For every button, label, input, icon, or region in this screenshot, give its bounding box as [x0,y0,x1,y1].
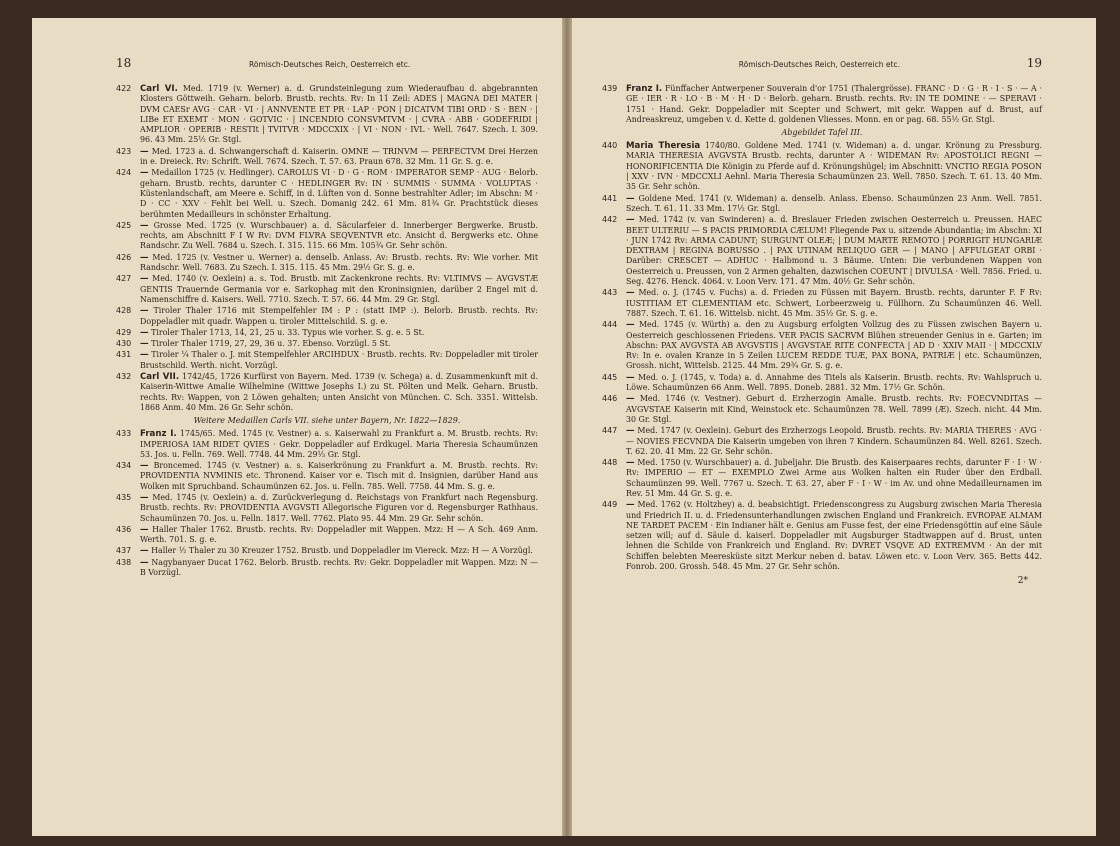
entry-ruler: — [626,426,635,437]
catalog-entry [116,546,538,556]
entry-number: 448 [602,458,618,468]
catalog-entry [116,350,538,371]
left-entries-b [116,429,538,578]
entry-ruler: Franz I. [140,429,177,440]
entry-number: 422 [116,84,132,93]
entry-description: Goldene Med. 1741 (v. Wideman) a. denselb. Anlass. Ebenso. Schaumünzen 23 Anm. Well. 7851. Szech. T. 61. 11. 33 Mm. 17½ Gr. Stgl. [626,193,1042,213]
catalog-entry [116,274,538,305]
catalog-entry [602,141,1042,192]
entry-description: 1745/65. Med. 1745 (v. Vestner) a. s. Kaiserwahl zu Frankfurt a. M. Brustb. rechts. Rv: IMPERIOSA IAM RIDET QVIES · Gekr. Doppeladler auf Erdkugel. Maria Theresia Schaumünzen 53. Jos. u. Felln. 769. Well. 7748. 44 Mm. 29⅓ Gr. Stgl. [140,429,538,459]
entry-number: 428 [116,306,132,316]
entry-number: 440 [602,141,618,151]
entry-number: 434 [116,461,132,471]
entry-number: 438 [116,557,132,567]
entry-description: Grosse Med. 1725 (v. Wurschbauer) a. d. Säcularfeier d. Innerberger Bergwerke. Brustb. rechts, am Abschnitt F I W Rv: DVM FLVRA SEQVENTVR etc. Ansicht d. Bergwerks etc. Ohne Randschr. Zu Well. 7684 u. Szech. I. 315. 115. 66 Mm. 105¾ Gr. Sehr schön. [140,220,538,251]
entry-description: Med. 1725 (v. Vestner u. Werner) a. denselb. Anlass. Av: Brustb. rechts. Rv: Wie vorher. Mit Randschr. Well. 7683. Zu Szech. I. 315. 115. 45 Mm. 29½ Gr. S. g. e. [140,252,538,273]
catalog-entry [602,215,1042,287]
entry-number: 431 [116,350,132,360]
entry-ruler: — [626,320,635,331]
entry-ruler: — [626,288,635,299]
entry-ruler: — [140,339,149,350]
entry-ruler: — [140,524,149,535]
left-running-head [116,56,538,70]
catalog-entry [116,339,538,349]
catalog-entry [116,558,538,579]
entry-ruler: Carl VII. [140,372,180,383]
entry-number: 437 [116,546,132,556]
catalog-entry [116,461,538,492]
plate-reference-note: Abgebildet Tafel III. [781,128,863,138]
entry-ruler: Maria Theresia [626,141,701,152]
left-entries-a [116,84,538,413]
entry-number: 449 [602,500,618,510]
catalog-entry [602,373,1042,394]
left-page-number: 18 [116,56,132,70]
right-running-title: Römisch-Deutsches Reich, Oesterreich etc. [738,60,900,69]
entry-ruler: — [140,327,149,338]
catalog-entry [602,194,1042,215]
entry-ruler: — [626,394,635,405]
entry-description: Fünffacher Antwerpener Souverain d'or 1751 (Thalergrösse). FRANC · D · G · R · I · S · — A · GE · IER · R · LO · B · M · H · D · Belorb. geharn. Brustb. rechts. Rv: IN TE DOMINE · — SPERAVI · 1751 · Hand. Gekr. Doppeladler mit Scepter und Schwert, mit gekr. Wappen auf d. Brust, auf Andreaskreuz, umgeben v. d. Kette d. goldenen Vliesses. Monn. en or pag. 68. 55½ Gr. Stgl. [626,84,1042,124]
catalog-entry [116,493,538,524]
entry-description: 1740/80. Goldene Med. 1741 (v. Wideman) a. d. ungar. Krönung zu Pressburg. MARIA THERESIA AVGVSTA Brustb. rechts, darunter A · WIDEMAN Rv: APOSTOLICI REGNI — HONORIFICENTIA Die Königin zu Pferde auf d. Krönungshügel; im Abschnitt: VNCTIO REGIA POSON | XXV · IVN · MDCCXLI Aehnl. Maria Theresia Schaumünzen 23. Well. 7850. Szech. T. 61. 13. 40 Mm. 35 Gr. Sehr schön. [626,141,1043,192]
entry-number: 435 [116,492,132,502]
entry-number: 447 [602,426,618,436]
entry-ruler: — [140,146,149,157]
entry-ruler: — [626,215,635,226]
entry-ruler: — [626,193,635,204]
catalog-entry [116,306,538,327]
entry-ruler: — [140,492,149,503]
entry-number: 423 [116,146,132,156]
entry-number: 439 [602,84,618,93]
entry-ruler: — [140,557,149,568]
entry-description: Med. 1750 (v. Wurschbauer) a. d. Jubeljahr. Die Brustb. des Kaiserpaares rechts, darunter F · I · W · Rv: IMPERIO — ET — EXEMPLO Zwei Arme aus Wolken halten ein Ruder über den Erdball. Schaumünzen 99. Well. 7767 u. Szech. T. 63. 27, aber F · I · W · im Av. und ohne Medailleurnamen im Rev. 51 Mm. 44 Gr. S. g. e. [626,458,1042,498]
catalog-entry [602,500,1042,572]
entry-number: 444 [602,320,618,330]
catalog-entry [602,426,1042,457]
catalog-entry [602,288,1042,319]
catalog-entry [116,221,538,252]
entry-description: Nagybanyaer Ducat 1762. Belorb. Brustb. rechts. Rv: Gekr. Doppeladler mit Wappen. Mzz: N — B Vorzügl. [140,557,539,578]
entry-number: 424 [116,168,132,178]
catalog-entry [602,394,1042,425]
entry-ruler: — [140,461,149,472]
catalog-entry [116,328,538,338]
entry-ruler: — [626,500,635,511]
entry-description: Medaillon 1725 (v. Hedlinger). CAROLUS VI · D · G · ROM · IMPERATOR SEMP · AUG · Belorb. geharn. Brustb. rechts, darunter C · HEDLINGER Rv: IN · SUMMIS · SUMMA · VOLUPTAS · Küstenlandschaft, am Meere e. Schiff, in d. Lüften von d. Sonne bestrahlter Adler; im Abschn: M · D · CC · XXV · Fehlt bei Well. u. Szech. Domanig 242. 61 Mm. 81¾ Gr. Prachtstück dieses berühmten Medailleurs in schönster Erhaltung. [140,168,538,219]
right-page-number: 19 [1026,56,1042,70]
right-running-head [602,56,1042,70]
entry-description: Med. o. J. (1745, v. Toda) a. d. Annahme des Titels als Kaiserin. Brustb. rechts. Rv: Wahlspruch u. Löwe. Schaumünzen 66 Anm. Well. 7895. Doneb. 2881. 32 Mm. 17½ Gr. Schön. [626,372,1043,393]
entry-number: 430 [116,339,132,349]
entry-description: Tiroler Thaler 1716 mit Stempelfehler IM : P : (statt IMP :). Belorb. Brustb. rechts. Rv: Doppeladler mit quadr. Wappen u. tiroler Mittelschild. S. g. e. [140,306,538,326]
entry-description: Med. 1746 (v. Vestner). Geburt d. Erzherzogin Amalie. Brustb. rechts. Rv: FOECVNDITAS — AVGVSTAE Kaiserin mit Kind, Weinstock etc. Schaumünzen 78. Well. 7899 (Æ). Szech. nicht. 44 Mm. 30 Gr. Stgl. [626,394,1042,424]
entry-description: Med. 1745 (v. Oexlein) a. d. Zurückverlegung d. Reichstags von Frankfurt nach Regensburg. Brustb. rechts. Rv: PROVIDENTIA AVGVSTI Allegorische Figuren vor d. Regensburger Rathhaus. Schaumünzen 70. Jos. u. Felln. 1817. Well. 7762. Plato 95. 44 Mm. 29 Gr. Sehr schön. [140,492,539,523]
entry-description: Tiroler Thaler 1719, 27, 29, 36 u. 37. Ebenso. Vorzügl. 5 St. [151,339,391,349]
right-entries-a [602,84,1042,125]
entry-description: Med. 1762 (v. Holtzhey) a. d. beabsichtigt. Friedenscongress zu Augsburg zwischen Maria Theresia und Friedrich II. u. d. Friedensunterhandlungen zwischen England und Frankreich. EVROPAE ALMAM NE TARDET PACEM · Ein Indianer hält e. Genius am Fusse fest, der eine Friedensgöttin auf eine Säule setzen will; auf d. Säule d. kaiserl. Doppeladler mit Augsburger Stadtwappen auf d. Brust, unten lehnen die Schilde von Frankreich und England. Rv: DVRET VSQVE AD EXTREMVM · An der mit Schiffen belebten Meeresküste sitzt Merkur neben d. batav. Löwen etc. v. Loon Verv. 365. Betts 442. Fonrob. 200. Grossh. 548. 45 Mm. 27 Gr. Sehr schön. [626,500,1042,572]
entry-ruler: — [140,220,149,231]
entry-number: 436 [116,524,132,534]
entry-ruler: — [140,252,149,263]
entry-number: 427 [116,274,132,284]
entry-number: 429 [116,327,132,337]
entry-number: 426 [116,252,132,262]
entry-description: Haller Thaler 1762. Brustb. rechts. Rv: Doppeladler mit Wappen. Mzz: H — A Sch. 469 Anm. Werth. 701. S. g. e. [140,524,538,545]
entry-number: 441 [602,193,618,203]
entry-ruler: — [140,546,149,557]
entry-description: Med. 1740 (v. Oexlein) a. s. Tod. Brustb. mit Zackenkrone rechts. Rv: VLTIMVS — AVGVSTÆ GENTIS Trauernde Germania vor e. Sarkophag mit den Kroninsignien, darüber 2 Engel mit d. Namenschiffre d. Kaisers. Well. 7710. Szech. T. 57. 66. 44 Mm. 29 Gr. Stgl. [140,274,538,304]
entry-ruler: — [140,306,149,317]
entry-description: Med. 1723 a. d. Schwangerschaft d. Kaiserin. OMNE — TRINVM — PERFECTVM Drei Herzen in e. Dreieck. Rv: Schrift. Well. 7674. Szech. T. 57. 63. Praun 678. 32 Mm. 11 Gr. S. g. e. [140,146,538,167]
entry-description: Med. 1742 (v. van Swinderen) a. d. Breslauer Frieden zwischen Oesterreich u. Preussen. HAEC BEET ULTERIU — S PACIS PRIMORDIA CÆLUM! Fliegende Pax u. sitzende Abundantia; im Abschn: XI · JUN 1742 Rv: ARMA CADUNT; SURGUNT OLEÆ; | DUM MARTE REMOTO | PORRIGIT HUNGARIÆ DEXTRAM | REGINA BORUSSO . | PAX UTINAM RELIQUO GER — | MANO | AFFULGEAT ORBI · Darüber: CRESCET — ADHUC · Halbmond u. 3 Bäume. Unten: Die verbundenen Wappen von Oesterreich u. Preussen, von 2 Armen gehalten, dazwischen COEUNT | DIVULSA · Well. 7856. Fried. u. Seg. 4276. Henck. 4064. v. Loon Verv. 171. 47 Mm. 40½ Gr. Sehr schön. [626,215,1043,287]
catalog-entry [602,84,1042,125]
entry-description: Med. o. J. (1745 v. Fuchs) a. d. Frieden zu Füssen mit Bayern. Brustb. rechts, darunter F. F Rv: IUSTITIAM ET CLEMENTIAM etc. Schwert, Lorbeerzweig u. Füllhorn. Zu Schaumünzen 46. Well. 7887. Szech. T. 61. 16. Wittelsb. nicht. 45 Mm. 35½ Gr. S. g. e. [626,288,1042,318]
catalog-entry [116,253,538,274]
entry-ruler: Franz I. [626,84,663,94]
right-page [572,18,1096,836]
catalog-entry [116,525,538,546]
entry-description: Med. 1747 (v. Oexlein). Geburt des Erzherzogs Leopold. Brustb. rechts. Rv: MARIA THERES · AVG · — NOVIES FECVNDA Die Kaiserin umgeben von ihren 7 Kindern. Schaumünzen 84. Well. 8261. Szech. T. 62. 20. 41 Mm. 22 Gr. Sehr schön. [626,426,1042,456]
entry-description: Med. 1745 (v. Würth) a. den zu Augsburg erfolgten Vollzug des zu Füssen zwischen Bayern u. Oesterreich geschlossenen Friedens. VER PACIS SACRVM Blühen streuender Genius in e. Garten; im Abschn: PAX AVGVSTA AB AVGVSTIS | AVGVSTAE RITE CONFECTA | AD D · XXIV MAII · | MDCCXLV Rv: In e. ovalen Kranze in 5 Zeilen LUCEM REDDE TUÆ, PAX BONA, PATRIÆ | etc. Schaumünzen, Grossh. nicht, Wittelsb. 2125. 44 Mm. 29¾ Gr. S. g. e. [626,320,1042,371]
book-gutter [562,18,572,836]
entry-number: 443 [602,288,618,298]
catalog-entry [602,320,1042,371]
entry-number: 432 [116,372,132,382]
entry-number: 445 [602,372,618,382]
catalog-entry [602,458,1042,499]
entry-description: Med. 1719 (v. Werner) a. d. Grundsteinlegung zum Wiederaufbau d. abgebrannten Klosters Göttweih. Geharn. belorb. Brustb. rechts. Rv: In 11 Zeil: ADES | MAGNA DEI MATER | DVM CAESr AVG · CAR · VI · | ANNVENTE ET PR · LAP · PON | DICATVM TIBI ORD · S · BEN · | LIBe ET EXEMT · MON · GOTVIC · | INCENDIO CONSVMTVM · | CVRA · ABB · GODEFRIDI | AMPLIOR · OPERIB · RESTIt | TVITVR · MDCCXIX · | VI · NON · IVL · Well. 7647. Szech. I. 309. 96. 43 Mm. 25½ Gr. Stgl. [140,84,538,145]
entry-description: 1742/45, 1726 Kurfürst von Bayern. Med. 1739 (v. Schega) a. d. Zusammenkunft mit d. Kaiserin-Wittwe Amalie Wilhelmine (Wittwe Josephs I.) zu St. Pölten und Melk. Geharn. Brustb. rechts. Rv: Wappen, von 2 Löwen gehalten; unten Ansicht von München. C. Sch. 3351. Wittelsb. 1868 Anm. 40 Mm. 26 Gr. Sehr schön. [140,372,538,412]
entry-description: Haller ½ Thaler zu 30 Kreuzer 1752. Brustb. und Doppeladler im Viereck. Mzz: H — A Vorzügl. [151,546,533,556]
entry-number: 446 [602,394,618,404]
signature-mark: 2* [1017,576,1028,587]
entry-number: 433 [116,429,132,439]
entry-ruler: Carl VI. [140,84,178,94]
entry-ruler: — [626,372,635,383]
entry-number: 442 [602,215,618,225]
cross-reference-note: Weitere Medaillen Carls VII. siehe unter Bayern, Nr. 1822—1829. [193,416,461,426]
catalog-entry [116,147,538,168]
left-running-title: Römisch-Deutsches Reich, Oesterreich etc. [249,60,411,69]
entry-ruler: — [140,168,149,179]
catalog-entry [116,84,538,146]
left-page [32,18,562,836]
catalog-entry [116,372,538,413]
catalog-entry [116,168,538,219]
entry-number: 425 [116,220,132,230]
entry-ruler: — [626,458,635,469]
catalog-entry [116,429,538,460]
entry-ruler: — [140,274,149,285]
entry-description: Tiroler ¼ Thaler o. J. mit Stempelfehler ARCIHDUX · Brustb. rechts. Rv: Doppeladler mit tiroler Brustschild. Werth. nicht. Vorzügl. [140,350,539,370]
entry-description: Tiroler Thaler 1713, 14, 21, 25 u. 33. Typus wie vorher. S. g. e. 5 St. [151,327,425,337]
entry-description: Broncemed. 1745 (v. Vestner) a. s. Kaiserkrönung zu Frankfurt a. M. Brustb. rechts. Rv: PROVIDENTIA NVMINIS etc. Thronend. Kaiser vor e. Tisch mit d. Insignien, darüber Hand aus Wolken mit Spruchband. Schaumünzen 62. Jos. u. Felln. 785. Well. 7758. 44 Mm. S. g. e. [140,461,538,491]
right-entries-b [602,141,1042,572]
entry-ruler: — [140,350,149,361]
